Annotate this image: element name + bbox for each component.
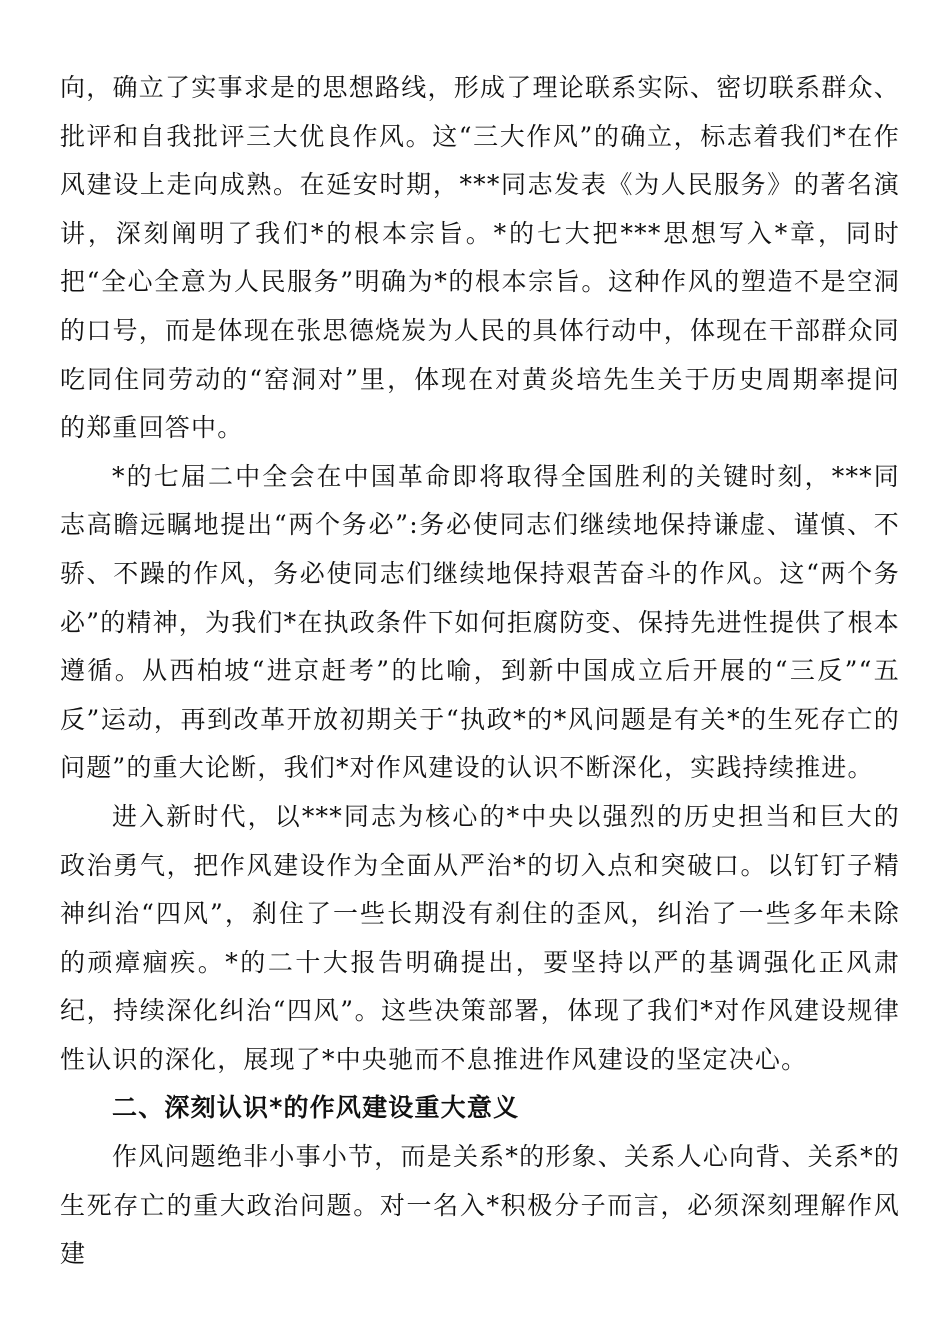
body-paragraph-3: 进入新时代，以***同志为核心的*中央以强烈的历史担当和巨大的政治勇气，把作风建设作为全面从严治*的切入点和突破口。以钉钉子精神纠治“四风”，刹住了一些长期没有刹住的歪风，纠治了一些多年未除的顽瘴痼疾。*的二十大报告明确提出，要坚持以严的基调强化正风肃纪，持续深化纠治“四风”。这些决策部署，体现了我们*对作风建设规律性认识的深化，展现了*中央驰而不息推进作风建设的坚定决心。 [60,801,900,1074]
section-heading: 二、深刻认识*的作风建设重大意义 [112,1093,520,1123]
body-paragraph-2: *的七届二中全会在中国革命即将取得全国胜利的关键时刻，***同志高瞻远瞩地提出“两个务必”:务必使同志们继续地保持谦虚、谨慎、不骄、不躁的作风，务必使同志们继续地保持艰苦奋斗的作风。这“两个务必”的精神，为我们*在执政条件下如何拒腐防变、保持先进性提供了根本遵循。从西柏坡“进京赶考”的比喻，到新中国成立后开展的“三反”“五反”运动，再到改革开放初期关于“执政*的*风问题是有关*的生死存亡的问题”的重大论断，我们*对作风建设的认识不断深化，实践持续推进。 [60,461,900,783]
body-paragraph-4: 作风问题绝非小事小节，而是关系*的形象、关系人心向背、关系*的生死存亡的重大政治问题。对一名入*积极分子而言，必须深刻理解作风建 [60,1142,900,1269]
body-paragraph-1: 向，确立了实事求是的思想路线，形成了理论联系实际、密切联系群众、批评和自我批评三大优良作风。这“三大作风”的确立，标志着我们*在作风建设上走向成熟。在延安时期，***同志发表《为人民服务》的著名演讲，深刻阐明了我们*的根本宗旨。*的七大把***思想写入*章，同时把“全心全意为人民服务”明确为*的根本宗旨。这种作风的塑造不是空洞的口号，而是体现在张思德烧炭为人民的具体行动中，体现在干部群众同吃同住同劳动的“窑洞对”里，体现在对黄炎培先生关于历史周期率提问的郑重回答中。 [60,73,900,443]
document-page [60,64,900,1279]
